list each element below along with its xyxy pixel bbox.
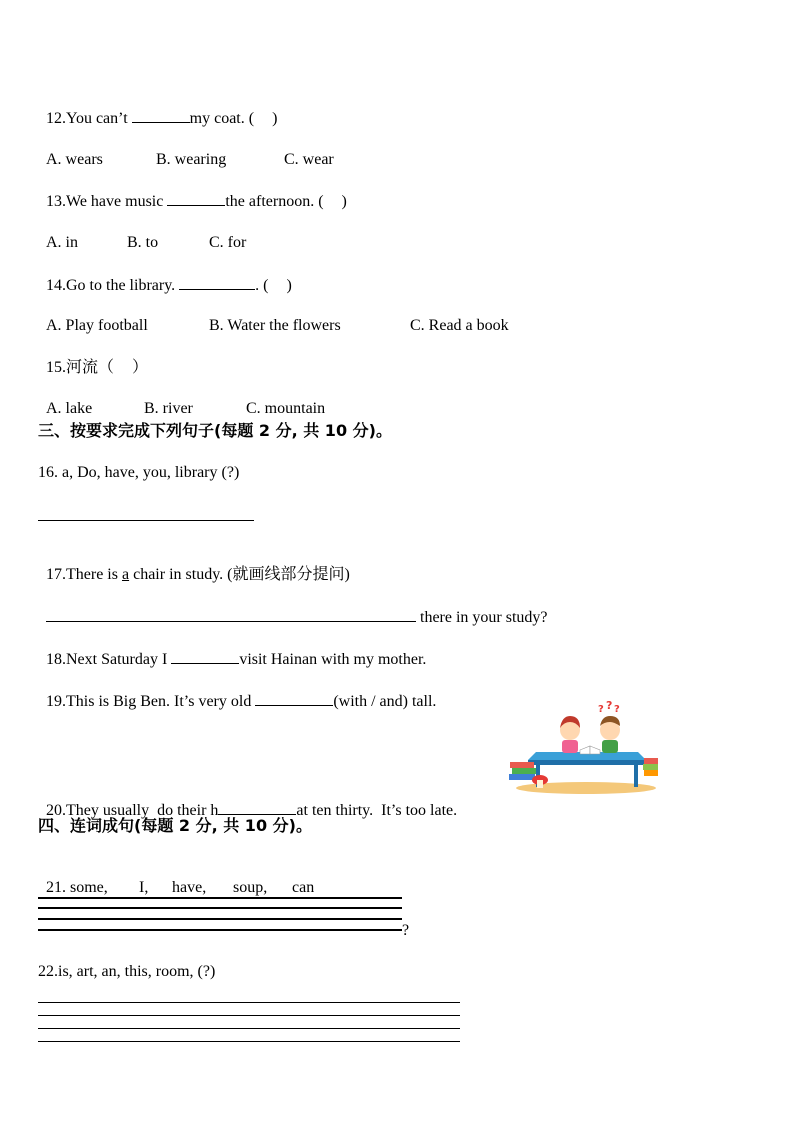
question-17-answer: there in your study? (38, 587, 548, 628)
section-3-heading: 三、按要求完成下列句子(每题 2 分, 共 10 分)。 (38, 421, 392, 440)
underlined-word: a (121, 566, 130, 583)
answer-blank[interactable] (218, 800, 296, 815)
options-14 (38, 296, 509, 336)
question-16: 16. a, Do, have, you, library (?) (38, 464, 240, 481)
answer-line[interactable] (38, 1015, 460, 1016)
word-chip: I, (139, 879, 149, 896)
option-c[interactable]: C. Read a book (410, 317, 509, 334)
options-13 (38, 213, 246, 253)
section-4-heading: 四、连词成句(每题 2 分, 共 10 分)。 (38, 816, 312, 835)
answer-blank[interactable] (171, 649, 239, 664)
svg-text:?: ? (614, 704, 620, 715)
word-chip: can (292, 879, 315, 896)
answer-blank[interactable] (46, 607, 416, 622)
question-mark: ? (402, 922, 410, 939)
question-text: 13.We have music (46, 193, 168, 210)
answer-blank[interactable] (132, 108, 190, 123)
options-12 (38, 130, 334, 170)
question-19: 19.This is Big Ben. It’s very old (with / and) tall. (46, 693, 437, 710)
answer-line[interactable] (38, 1028, 460, 1029)
question-14: 14.Go to the library. . ( ) (46, 277, 292, 294)
question-22: 22.is, art, an, this, room, (?) (38, 963, 216, 980)
question-20: 20.They usually do their h at ten thirty. It’s too late. (46, 802, 458, 819)
question-18: 18.Next Saturday I visit Hainan with my mother. (46, 651, 427, 668)
option-a[interactable]: A. in (46, 234, 78, 251)
answer-blank[interactable] (255, 691, 333, 706)
option-c[interactable]: C. wear (284, 151, 334, 168)
option-b[interactable]: B. river (144, 400, 193, 417)
options-15 (38, 379, 325, 419)
option-a[interactable]: A. wears (46, 151, 103, 168)
answer-line[interactable] (38, 520, 254, 521)
option-a[interactable]: A. lake (46, 400, 93, 417)
svg-text:?: ? (606, 700, 613, 712)
answer-line[interactable] (38, 897, 402, 899)
question-text: my coat. ( (189, 110, 255, 127)
question-text: the afternoon. ( (225, 193, 324, 210)
question-12: 12.You can’t my coat. ( ) (46, 110, 278, 127)
answer-line[interactable] (38, 907, 402, 909)
question-text: 14.Go to the library. (46, 277, 180, 294)
answer-line[interactable] (38, 1041, 460, 1042)
answer-line[interactable] (38, 1002, 460, 1003)
question-21 (38, 858, 314, 898)
word-chip: have, (172, 879, 207, 896)
option-a[interactable]: A. Play football (46, 317, 148, 334)
question-text: 12.You can’t (46, 110, 132, 127)
answer-blank[interactable] (167, 191, 225, 206)
answer-line[interactable] (38, 918, 402, 920)
answer-line[interactable] (38, 929, 402, 931)
word-chip: 21. some, (46, 879, 108, 896)
word-chip: soup, (233, 879, 268, 896)
option-c[interactable]: C. mountain (246, 400, 326, 417)
option-c[interactable]: C. for (209, 234, 247, 251)
question-17: 17.There is a chair in study. (就画线部分提问) (46, 566, 350, 583)
question-13: 13.We have music the afternoon. ( ) (46, 193, 347, 210)
option-b[interactable]: B. Water the flowers (209, 317, 341, 334)
option-b[interactable]: B. wearing (156, 151, 227, 168)
svg-text:?: ? (598, 704, 604, 715)
question-text: 15.河流（ (46, 359, 115, 376)
question-15: 15.河流（ ） (46, 359, 149, 376)
option-b[interactable]: B. to (127, 234, 159, 251)
children-reading-illustration (506, 700, 660, 796)
question-text: . ( (255, 277, 269, 294)
answer-blank[interactable] (179, 275, 255, 290)
